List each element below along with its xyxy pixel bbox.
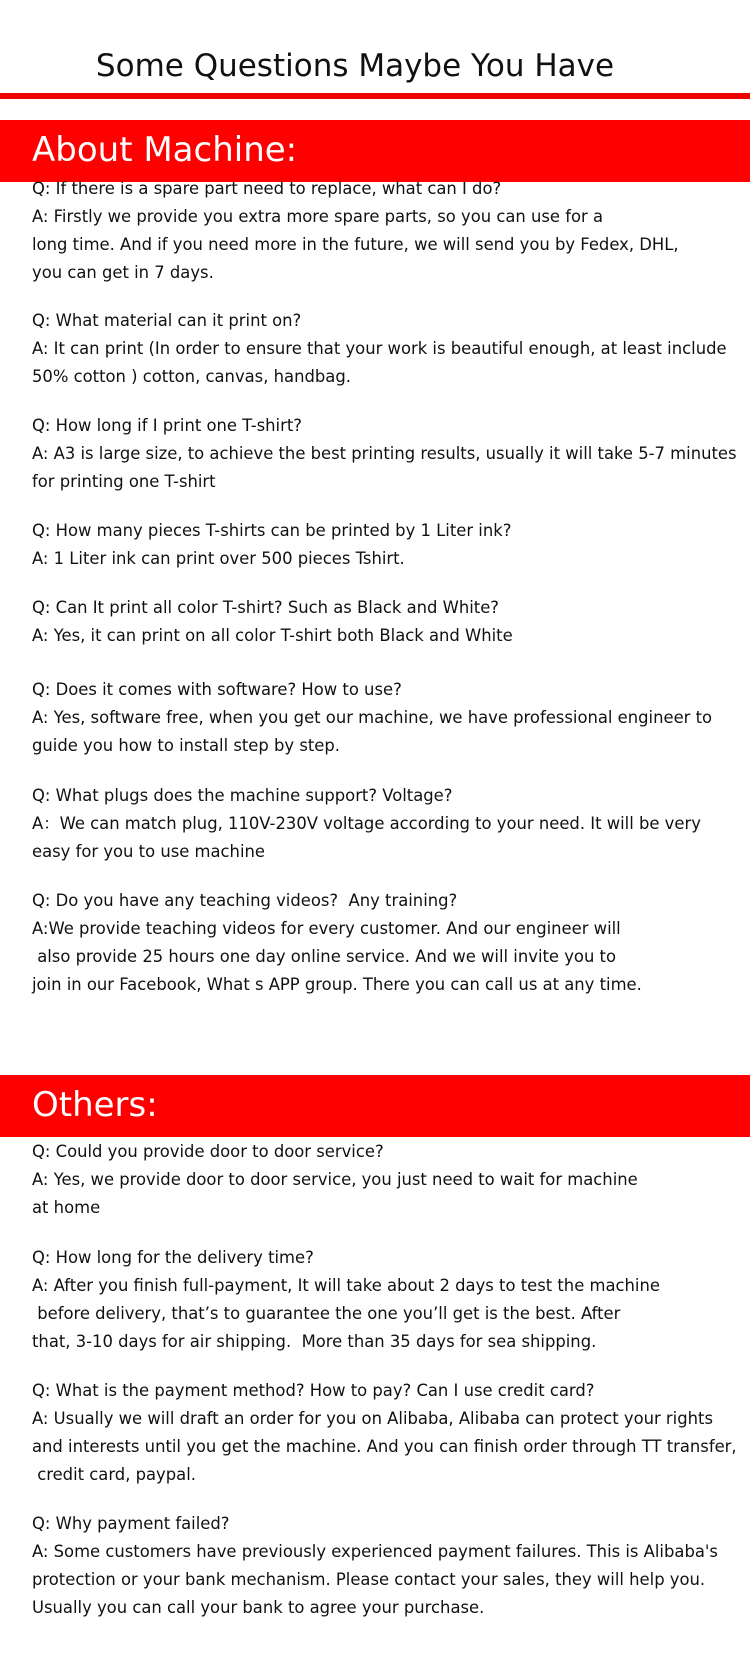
faq-item [32,175,732,287]
faq-question: Q: What plugs does the machine support? Voltage? [32,786,453,805]
faq-answer-line: 50% cotton ) cotton, canvas, handbag. [32,367,351,386]
faq-answer-line: A: Yes, it can print on all color T-shirt both Black and White [32,626,513,645]
faq-item [32,1244,732,1356]
faq-item [32,1510,732,1622]
section-heading-others: Others: [32,1085,158,1125]
faq-answer-line: A: It can print (In order to ensure that your work is beautiful enough, at least include [32,339,727,358]
faq-answer-line: A: A3 is large size, to achieve the best printing results, usually it will take 5-7 minutes [32,444,737,463]
faq-question: Q: What material can it print on? [32,311,302,330]
faq-question: Q: How long for the delivery time? [32,1248,314,1267]
faq-item [32,517,732,573]
faq-item [32,412,737,496]
faq-answer-line: A：We can match plug, 110V-230V voltage according to your need. It will be very [32,814,701,833]
faq-question: Q: Why payment failed? [32,1514,230,1533]
faq-answer-line: A: Usually we will draft an order for you on Alibaba, Alibaba can protect your rights [32,1409,713,1428]
section-banner-others [0,1075,750,1137]
faq-question: Q: Do you have any teaching videos? Any training? [32,891,458,910]
faq-answer-line: A: 1 Liter ink can print over 500 pieces Tshirt. [32,549,405,568]
faq-question: Q: How long if I print one T-shirt? [32,416,302,435]
faq-answer-line: for printing one T-shirt [32,472,216,491]
faq-question: Q: How many pieces T-shirts can be printed by 1 Liter ink? [32,521,512,540]
faq-question: Q: If there is a spare part need to replace, what can I do? [32,179,502,198]
faq-answer-line: easy for you to use machine [32,842,265,861]
faq-answer-line: join in our Facebook, What s APP group. There you can call us at any time. [32,975,642,994]
faq-answer-line: long time. And if you need more in the future, we will send you by Fedex, DHL, [32,235,679,254]
faq-answer-line: A: After you finish full-payment, It will take about 2 days to test the machine [32,1276,660,1295]
faq-answer-line: A: Yes, software free, when you get our machine, we have professional engineer to [32,708,713,727]
faq-item [32,887,732,999]
faq-answer-line: before delivery, that’s to guarantee the one you’ll get is the best. After [32,1304,621,1323]
faq-item [32,307,732,391]
faq-answer-line: A: Yes, we provide door to door service, you just need to wait for machine [32,1170,638,1189]
section-heading-about-machine: About Machine: [32,130,298,170]
faq-answer-line: also provide 25 hours one day online service. And we will invite you to [32,947,617,966]
faq-question: Q: Can It print all color T-shirt? Such as Black and White? [32,598,499,617]
faq-answer-line: A: Firstly we provide you extra more spare parts, so you can use for a [32,207,603,226]
faq-item [32,1377,737,1489]
faq-question: Q: What is the payment method? How to pay? Can I use credit card? [32,1381,595,1400]
faq-answer-line: protection or your bank mechanism. Please contact your sales, they will help you. [32,1570,706,1589]
faq-answer-line: that, 3-10 days for air shipping. More than 35 days for sea shipping. [32,1332,597,1351]
faq-item [32,782,732,866]
faq-answer-line: A:We provide teaching videos for every customer. And our engineer will [32,919,621,938]
faq-answer-line: you can get in 7 days. [32,263,214,282]
faq-answer-line: guide you how to install step by step. [32,736,340,755]
page-title: Some Questions Maybe You Have [95,48,615,84]
faq-answer-line: at home [32,1198,101,1217]
faq-answer-line: A: Some customers have previously experienced payment failures. This is Alibaba's [32,1542,718,1561]
faq-item [32,676,732,760]
faq-item [32,1138,732,1222]
title-divider [0,93,750,99]
faq-question: Q: Does it comes with software? How to use? [32,680,402,699]
faq-item [32,594,732,650]
faq-question: Q: Could you provide door to door service? [32,1142,384,1161]
faq-answer-line: credit card, paypal. [32,1465,196,1484]
faq-answer-line: Usually you can call your bank to agree your purchase. [32,1598,485,1617]
faq-answer-line: and interests until you get the machine. And you can finish order through TT transfer, [32,1437,737,1456]
section-banner-about-machine [0,120,750,182]
